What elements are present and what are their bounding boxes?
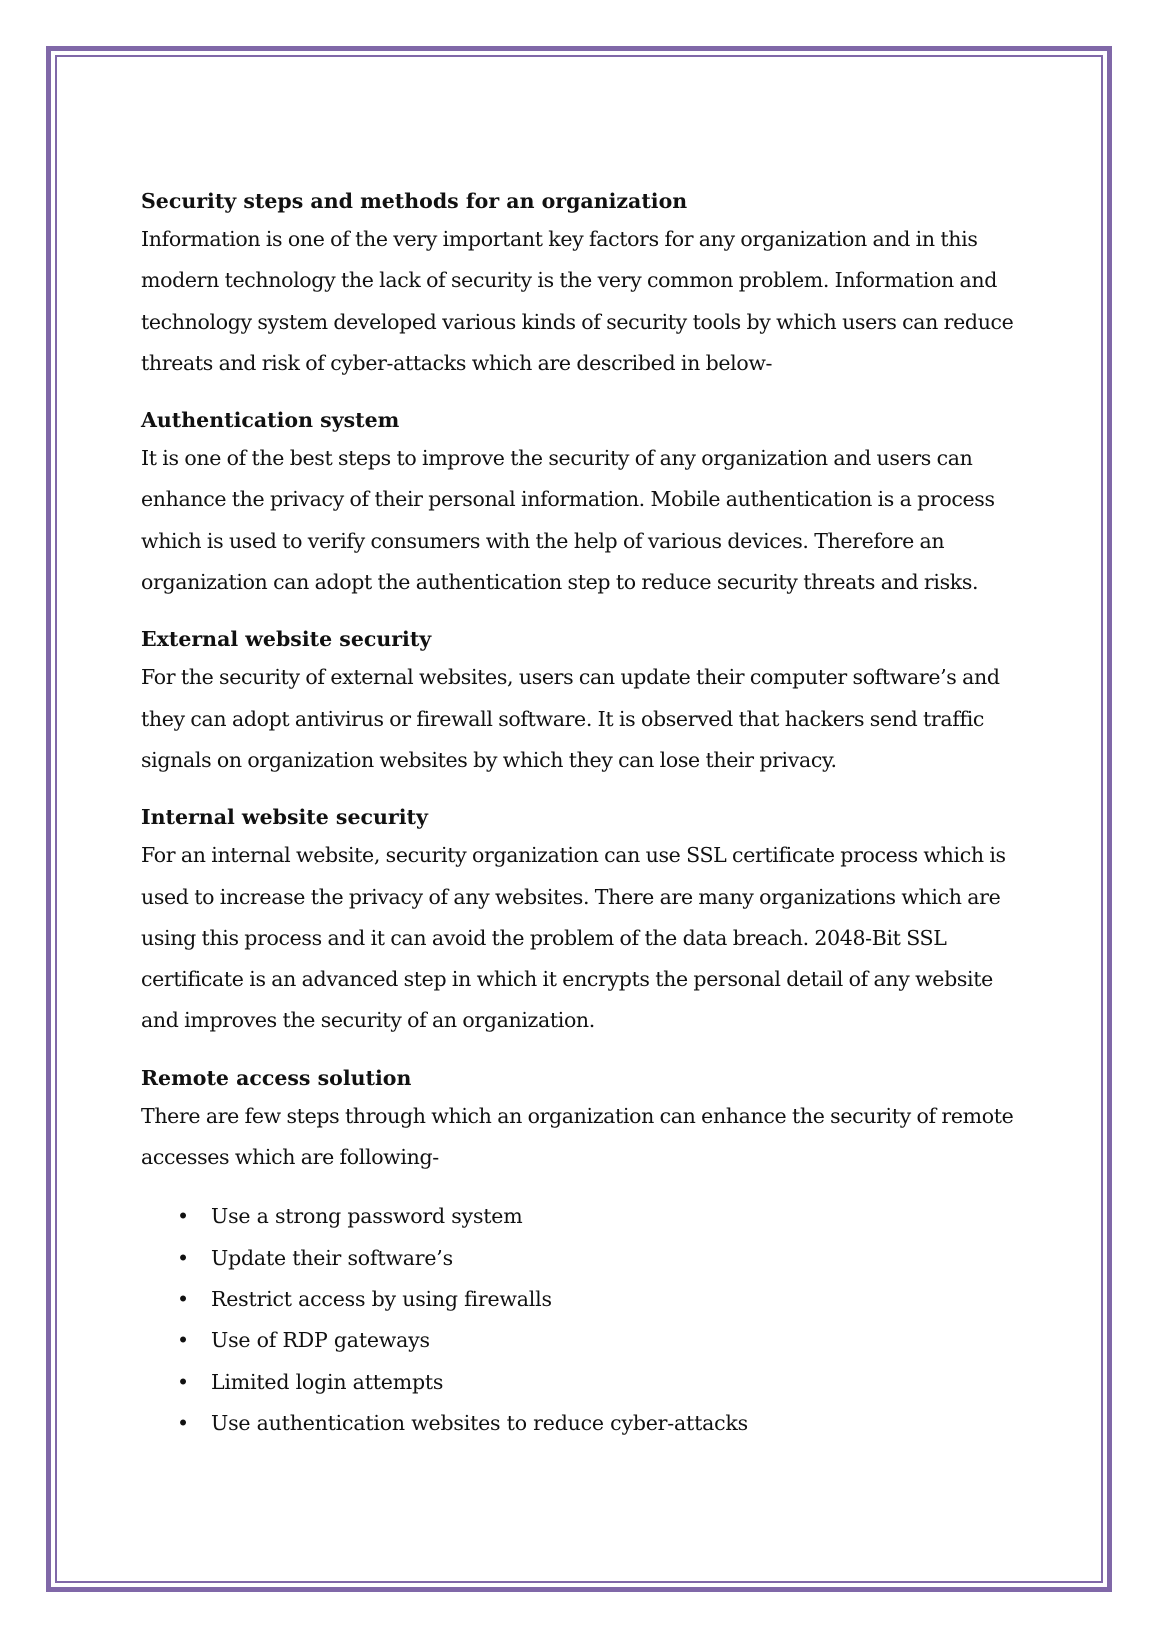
section-paragraph: It is one of the best steps to improve the security of any organization and users can enhance the privacy of their personal information. Mobile authentication is a process which is used to verify consumers with the help of various devices. Therefore an organization can adopt the authentication step to reduce security threats and risks. [141, 446, 995, 595]
bullet-list [141, 1196, 1021, 1444]
section-paragraph: There are few steps through which an organization can enhance the security of remote accesses which are following- [141, 1103, 1014, 1170]
bullet-icon: • [177, 1286, 189, 1311]
list-item [141, 1196, 1021, 1237]
bullet-icon: • [177, 1369, 189, 1394]
section-paragraph: Information is one of the very important key factors for any organization and in this modern technology the lack of security is the very common problem. Information and technology system developed various kinds of security tools by which users can reduce threats and risk of cyber-attacks which are described in below- [141, 227, 1014, 375]
bullet-icon: • [177, 1410, 189, 1435]
section-heading: Security steps and methods for an organization [141, 189, 688, 213]
section-heading: Remote access solution [141, 1065, 412, 1090]
section-heading: Authentication system [141, 408, 400, 433]
list-item [141, 1403, 1021, 1444]
section-security-steps [141, 183, 1021, 384]
bullet-icon: • [177, 1328, 189, 1353]
section-paragraph: For an internal website, security organization can use SSL certificate process which is used to increase the privacy of any websites. There are many organizations which are using this process and it can avoid the problem of the data breach. 2048-Bit SSL certificate is an advanced step in which it encrypts the personal detail of any website and improves the security of an organization. [141, 843, 1006, 1033]
list-item [141, 1362, 1021, 1403]
list-item-text: Use a strong password system [211, 1204, 523, 1229]
section-remote-access-solution [141, 1060, 1021, 1179]
document-body [141, 183, 1021, 1444]
list-item-text: Limited login attempts [211, 1369, 444, 1394]
list-item-text: Use of RDP gateways [211, 1328, 430, 1353]
bullet-icon: • [177, 1204, 189, 1229]
section-authentication-system [141, 402, 1021, 603]
bullet-icon: • [177, 1245, 189, 1270]
list-item-text: Update their software’s [211, 1245, 453, 1270]
list-item [141, 1238, 1021, 1279]
list-item [141, 1320, 1021, 1361]
section-paragraph: For the security of external websites, users can update their computer software’s and they can adopt antivirus or firewall software. It is observed that hackers send traffic signals on organization websites by which they can lose their privacy. [141, 665, 1000, 772]
section-heading: External website security [141, 627, 432, 652]
section-heading: Internal website security [141, 805, 428, 830]
section-internal-website-security [141, 799, 1021, 1041]
section-external-website-security [141, 621, 1021, 781]
list-item-text: Restrict access by using firewalls [211, 1286, 552, 1311]
list-item-text: Use authentication websites to reduce cyber-attacks [211, 1410, 748, 1435]
list-item [141, 1279, 1021, 1320]
